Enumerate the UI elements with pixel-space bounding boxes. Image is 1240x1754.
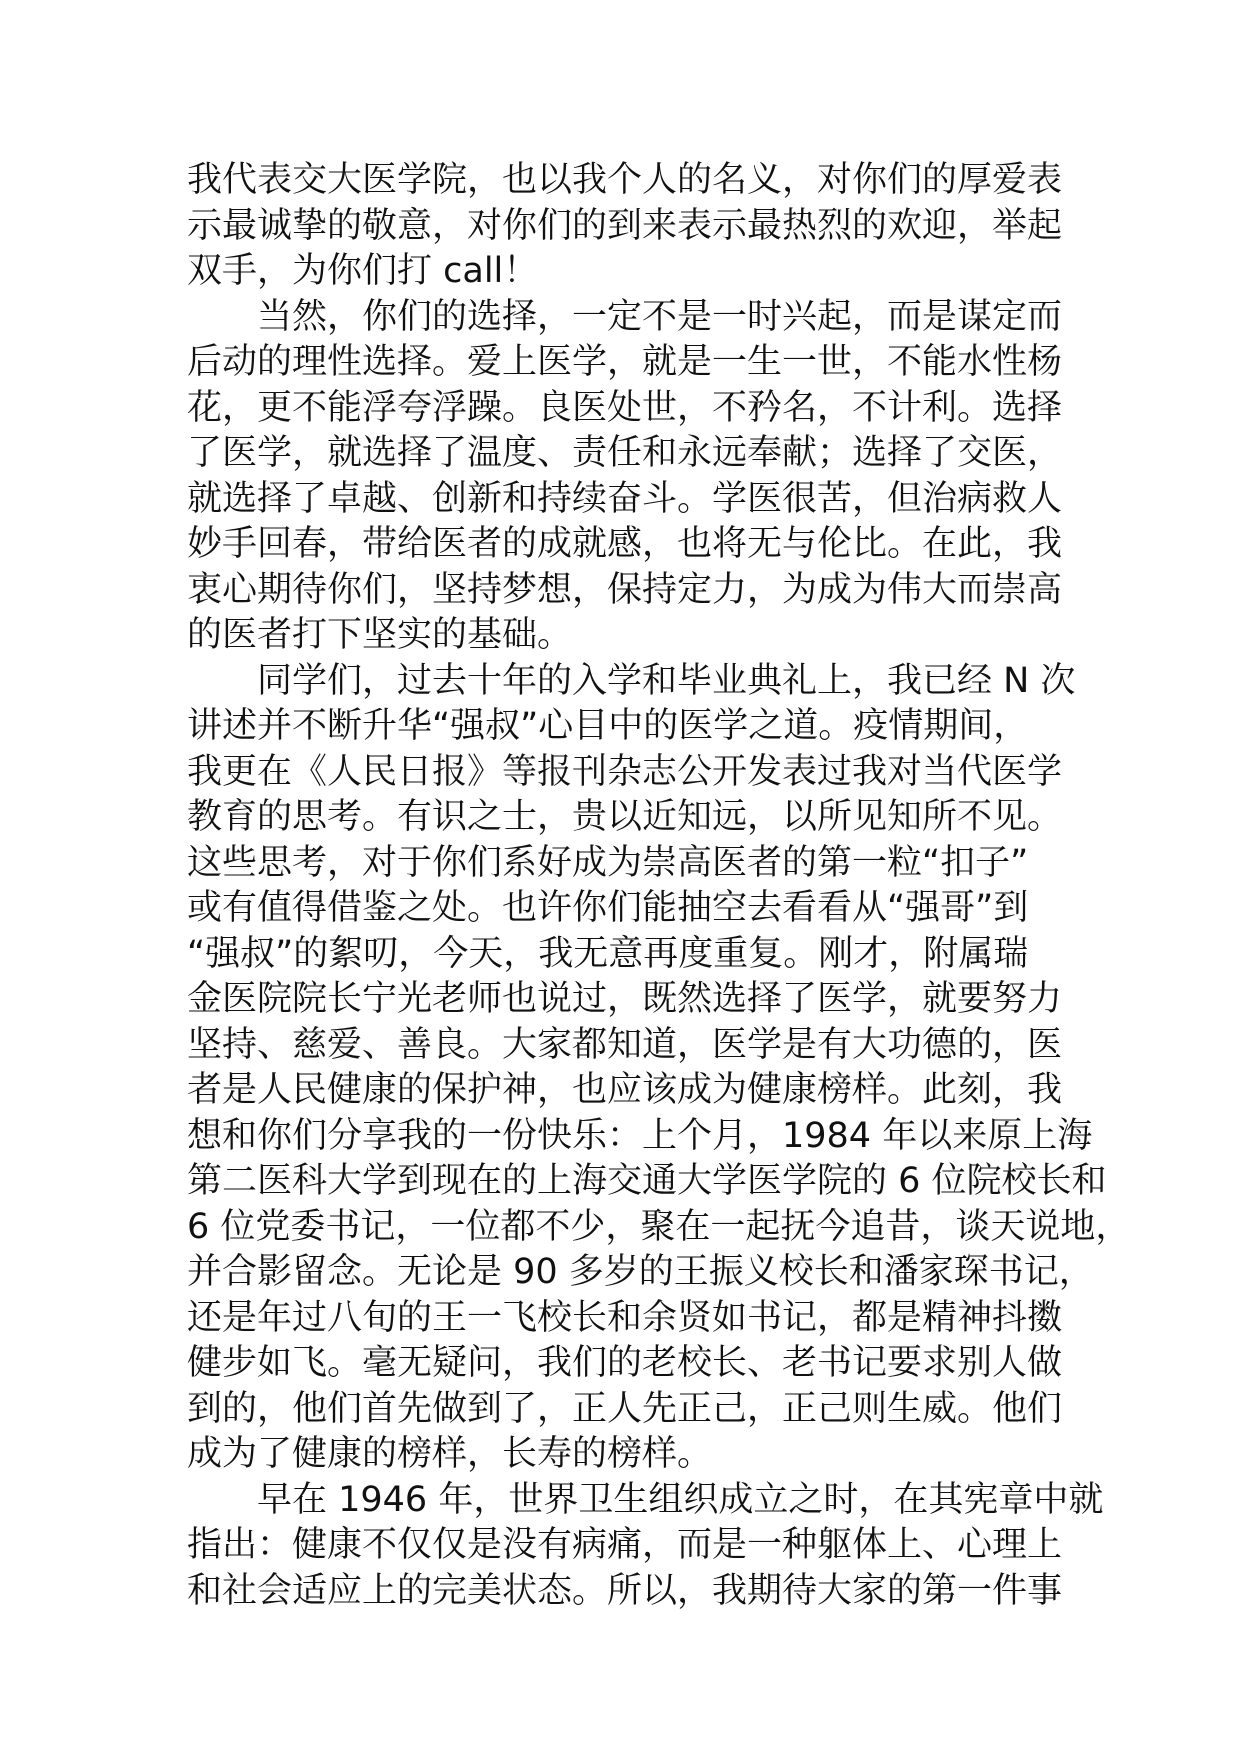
text-line: 6 位党委书记，一位都不少，聚在一起抚今追昔，谈天说地， xyxy=(187,1206,1131,1247)
text-line: 后动的理性选择。爱上医学，就是一生一世，不能水性杨 xyxy=(187,342,1063,382)
text-line: 成为了健康的榜样，长寿的榜样。 xyxy=(187,1434,713,1474)
text-line: 我更在《人民日报》等报刊杂志公开发表过我对当代医学 xyxy=(187,751,1063,792)
text-line: 的医者打下坚实的基础。 xyxy=(187,615,573,655)
text-line: 或有值得借鉴之处。也许你们能抽空去看看从“强哥”到 xyxy=(187,888,1029,928)
text-line: 并合影留念。无论是 90 多岁的王振义校长和潘家琛书记， xyxy=(187,1252,1094,1292)
text-line: 这些思考，对于你们系好成为崇高医者的第一粒“扣子” xyxy=(187,842,1029,883)
text-line: 讲述并不断升华“强叔”心目中的医学之道。疫情期间， xyxy=(187,706,1029,746)
text-line: 第二医科大学到现在的上海交通大学医学院的 6 位院校长和 xyxy=(187,1161,1107,1201)
text-line: 同学们，过去十年的入学和毕业典礼上，我已经 N 次 xyxy=(257,660,1076,701)
text-line: 衷心期待你们，坚持梦想，保持定力，为成为伟大而崇高 xyxy=(187,569,1063,610)
text-line: 我代表交大医学院，也以我个人的名义，对你们的厚爱表 xyxy=(187,160,1063,200)
text-line: 金医院院长宁光老师也说过，既然选择了医学，就要努力 xyxy=(187,979,1063,1019)
body-text xyxy=(187,158,1131,1614)
text-line: 教育的思考。有识之士，贵以近知远，以所见知所不见。 xyxy=(187,797,1063,837)
text-line: 早在 1946 年，世界卫生组织成立之时，在其宪章中就 xyxy=(257,1479,1104,1520)
text-line: “强叔”的絮叨，今天，我无意再度重复。刚才，附属瑞 xyxy=(187,933,1029,974)
text-line: 双手，为你们打 call！ xyxy=(187,251,539,291)
text-line: 当然，你们的选择，一定不是一时兴起，而是谋定而 xyxy=(257,296,1063,337)
text-line: 健步如飞。毫无疑问，我们的老校长、老书记要求别人做 xyxy=(187,1343,1063,1383)
text-line: 和社会适应上的完美状态。所以，我期待大家的第一件事 xyxy=(187,1570,1063,1611)
text-line: 想和你们分享我的一份快乐：上个月，1984 年以来原上海 xyxy=(187,1115,1093,1156)
text-line: 坚持、慈爱、善良。大家都知道，医学是有大功德的，医 xyxy=(187,1024,1063,1065)
text-line: 示最诚挚的敬意，对你们的到来表示最热烈的欢迎，举起 xyxy=(187,205,1063,246)
text-line: 指出：健康不仅仅是没有病痛，而是一种躯体上、心理上 xyxy=(187,1525,1063,1565)
text-line: 到的，他们首先做到了，正人先正己，正己则生威。他们 xyxy=(187,1388,1063,1429)
text-line: 妙手回春，带给医者的成就感，也将无与伦比。在此，我 xyxy=(187,524,1063,564)
text-line: 就选择了卓越、创新和持续奋斗。学医很苦，但治病救人 xyxy=(187,478,1063,519)
text-line: 花，更不能浮夸浮躁。良医处世，不矜名，不计利。选择 xyxy=(187,387,1063,428)
text-line: 了医学，就选择了温度、责任和永远奉献；选择了交医， xyxy=(187,433,1063,473)
text-line: 者是人民健康的保护神，也应该成为健康榜样。此刻，我 xyxy=(187,1070,1063,1110)
text-line: 还是年过八旬的王一飞校长和余贤如书记，都是精神抖擞 xyxy=(187,1297,1063,1338)
